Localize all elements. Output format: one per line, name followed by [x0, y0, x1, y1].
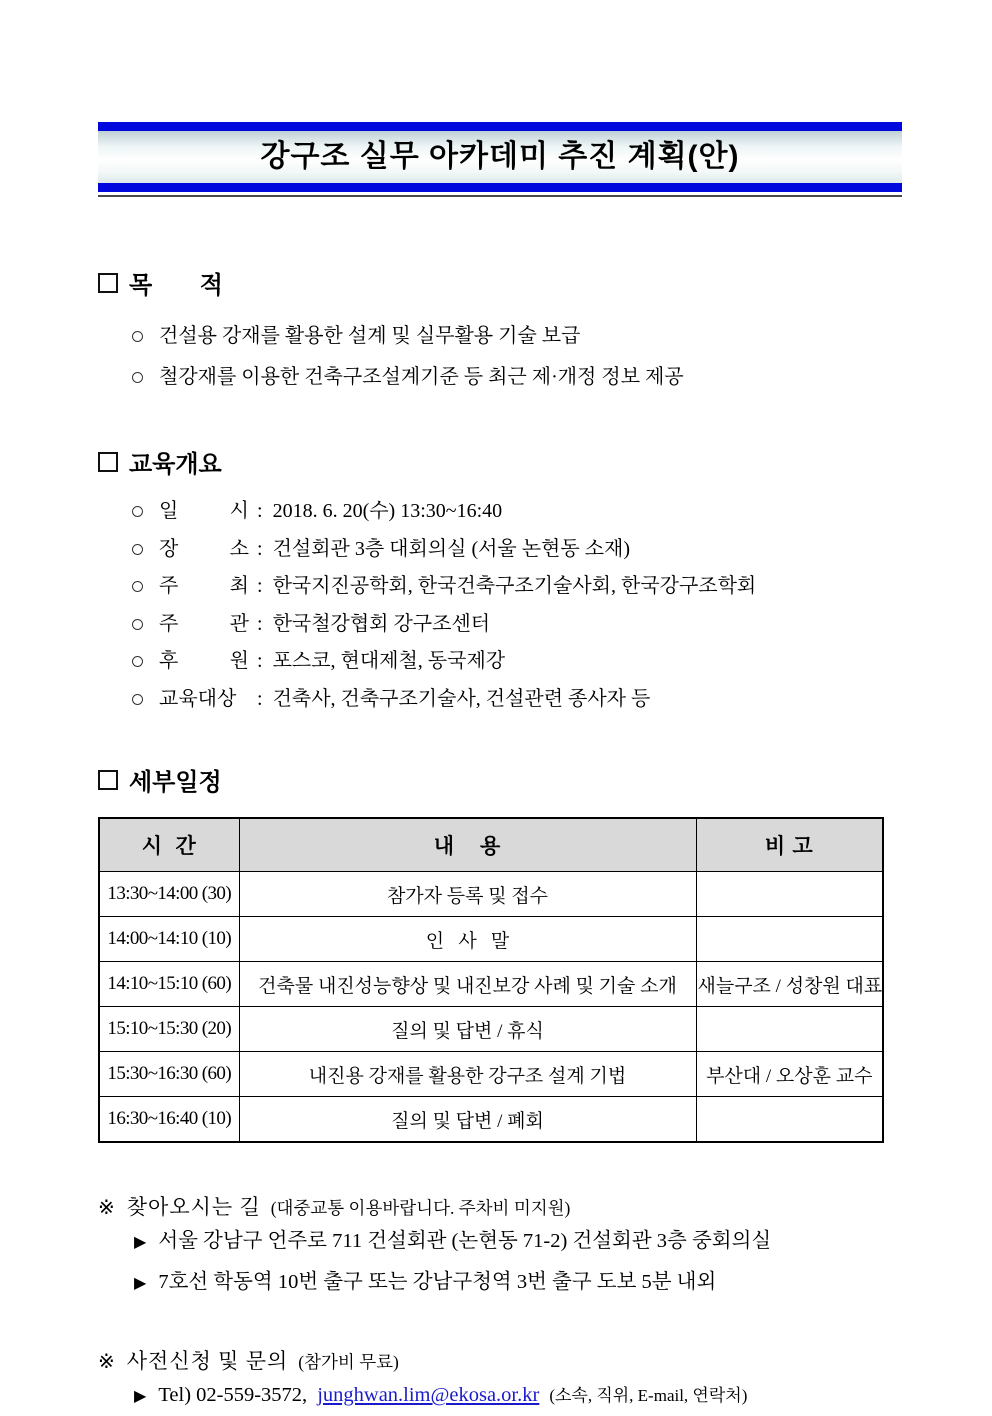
cell-note	[696, 917, 883, 962]
overview-colon: :	[257, 650, 263, 672]
section-heading-label: 목 적	[129, 272, 223, 299]
cell-note	[696, 872, 883, 917]
document-page	[98, 0, 902, 1416]
overview-colon: :	[257, 575, 263, 597]
cell-time: 15:10~15:30 (20)	[99, 1007, 239, 1052]
contact-line	[134, 1375, 902, 1416]
cell-time: 14:00~14:10 (10)	[99, 917, 239, 962]
cell-time: 13:30~14:00 (30)	[99, 872, 239, 917]
list-item	[132, 531, 902, 569]
reference-mark-icon: ※	[98, 1351, 115, 1373]
cell-time: 15:30~16:30 (60)	[99, 1052, 239, 1097]
directions-section	[98, 1191, 902, 1303]
overview-value: 건설회관 3층 대회의실 (서울 논현동 소재)	[272, 537, 631, 560]
overview-value: 한국지진공학회, 한국건축구조기술사회, 한국강구조학회	[272, 575, 757, 597]
contact-email-link[interactable]: junghwan.lim@ekosa.or.kr	[317, 1384, 540, 1406]
overview-label: 주 최	[159, 575, 249, 597]
overview-value: 포스코, 현대제철, 동국제강	[272, 650, 506, 672]
cell-time: 16:30~16:40 (10)	[99, 1097, 239, 1143]
cell-content: 참가자 등록 및 접수	[239, 872, 696, 917]
contact-heading-note: (참가비 무료)	[298, 1352, 399, 1372]
list-item	[132, 316, 902, 357]
cell-note	[696, 1007, 883, 1052]
table-row	[99, 1007, 883, 1052]
circle-bullet-icon	[132, 581, 143, 592]
overview-label: 주 관	[159, 612, 249, 635]
section-heading-purpose	[98, 265, 902, 300]
reference-mark-icon: ※	[98, 1197, 115, 1219]
col-header-time: 시 간	[99, 818, 239, 872]
list-item	[132, 681, 902, 719]
overview-label: 교육대상	[159, 687, 237, 710]
overview-label: 장 소	[159, 537, 249, 560]
title-banner-wrap	[98, 0, 902, 197]
circle-bullet-icon	[132, 694, 143, 705]
overview-colon: :	[257, 537, 263, 560]
circle-bullet-icon	[132, 331, 143, 342]
square-bullet-icon	[98, 273, 118, 293]
list-item	[132, 357, 902, 398]
arrow-right-icon: ▶	[134, 1232, 147, 1251]
overview-colon: :	[257, 500, 263, 522]
title-banner	[98, 122, 902, 192]
circle-bullet-icon	[132, 506, 143, 517]
list-item	[132, 606, 902, 644]
overview-list	[132, 493, 902, 718]
directions-heading-note: (대중교통 이용바랍니다. 주차비 미지원)	[270, 1198, 571, 1218]
list-item	[132, 493, 902, 531]
contact-note: (소속, 직위, E-mail, 연락처)	[549, 1386, 748, 1405]
cell-time: 14:10~15:10 (60)	[99, 962, 239, 1007]
circle-bullet-icon	[132, 372, 143, 383]
circle-bullet-icon	[132, 619, 143, 630]
purpose-item-text: 철강재를 이용한 건축구조설계기준 등 최근 제·개정 정보 제공	[159, 366, 684, 388]
directions-item-text: 7호선 학동역 10번 출구 또는 강남구청역 3번 출구 도보 5분 내외	[158, 1271, 717, 1293]
schedule-table	[98, 817, 884, 1143]
arrow-right-icon: ▶	[134, 1273, 147, 1292]
table-row	[99, 962, 883, 1007]
cell-note: 부산대 / 오상훈 교수	[696, 1052, 883, 1097]
table-row	[99, 872, 883, 917]
directions-item-text: 서울 강남구 언주로 711 건설회관 (논현동 71-2) 건설회관 3층 중회의실	[158, 1230, 772, 1252]
list-item	[132, 643, 902, 681]
col-header-note: 비 고	[696, 818, 883, 872]
square-bullet-icon	[98, 452, 118, 472]
overview-value: 2018. 6. 20(수) 13:30~16:40	[272, 500, 503, 522]
arrow-right-icon: ▶	[134, 1386, 147, 1405]
overview-value: 한국철강협회 강구조센터	[272, 612, 491, 635]
circle-bullet-icon	[132, 656, 143, 667]
cell-content: 인 사 말	[239, 917, 696, 962]
contact-phone: Tel) 02-559-3572,	[158, 1384, 308, 1406]
table-row	[99, 1052, 883, 1097]
overview-value: 건축사, 건축구조기술사, 건설관련 종사자 등	[272, 687, 651, 710]
list-item	[134, 1221, 902, 1262]
section-heading-schedule	[98, 762, 902, 797]
cell-content: 질의 및 답변 / 휴식	[239, 1007, 696, 1052]
purpose-list	[132, 316, 902, 398]
page-title: 강구조 실무 아카데미 추진 계획(안)	[260, 140, 740, 173]
cell-note	[696, 1097, 883, 1143]
overview-colon: :	[257, 687, 263, 710]
section-heading-label: 교육개요	[129, 451, 222, 478]
contact-section	[98, 1345, 902, 1416]
col-header-content: 내 용	[239, 818, 696, 872]
purpose-item-text: 건설용 강재를 활용한 설계 및 실무활용 기술 보급	[159, 325, 581, 347]
table-row	[99, 1097, 883, 1143]
table-header-row	[99, 818, 883, 872]
overview-colon: :	[257, 612, 263, 635]
circle-bullet-icon	[132, 544, 143, 555]
section-heading-label: 세부일정	[129, 769, 222, 796]
cell-content: 내진용 강재를 활용한 강구조 설계 기법	[239, 1052, 696, 1097]
square-bullet-icon	[98, 770, 118, 790]
directions-heading-text: 찾아오시는 길	[126, 1195, 261, 1219]
banner-underline	[98, 195, 902, 197]
contact-heading-text: 사전신청 및 문의	[126, 1349, 289, 1373]
list-item	[132, 568, 902, 606]
contact-heading	[98, 1345, 902, 1375]
table-row	[99, 917, 883, 962]
cell-note: 새늘구조 / 성창원 대표	[696, 962, 883, 1007]
overview-label: 일 시	[159, 500, 249, 522]
overview-label: 후 원	[159, 650, 249, 672]
cell-content: 질의 및 답변 / 폐회	[239, 1097, 696, 1143]
list-item	[134, 1262, 902, 1303]
cell-content: 건축물 내진성능향상 및 내진보강 사례 및 기술 소개	[239, 962, 696, 1007]
directions-heading	[98, 1191, 902, 1221]
section-heading-overview	[98, 444, 902, 479]
